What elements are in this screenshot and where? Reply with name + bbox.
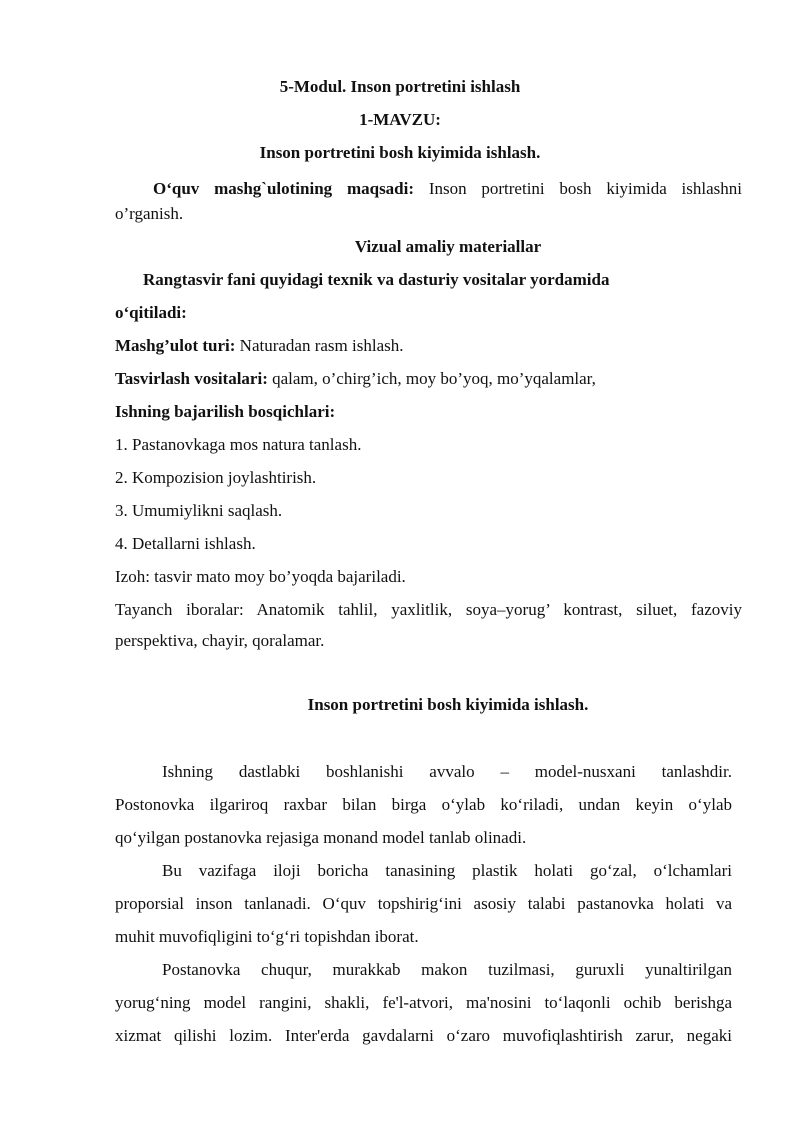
goal-line-1 [153, 178, 742, 200]
paragraph-2-line-2: proporsial inson tanlanadi. O‘quv topshirig‘ini asosiy talabi pastanovka holati va [115, 894, 732, 913]
topic-number: 1-MAVZU: [359, 110, 441, 129]
paragraph-2-line-3: muhit muvofiqligini to‘g‘ri topishdan iborat. [115, 927, 419, 946]
goal-label: O‘quv mashg`ulotining maqsadi: [153, 179, 415, 198]
goal-text-1: Inson portretini bosh kiyimida ishlashni [428, 179, 743, 198]
keywords-line-2: perspektiva, chayir, qoralamar. [115, 631, 325, 650]
paragraph-1-line-1: Ishning dastlabki boshlanishi avvalo – model-nusxani tanlashdir. [162, 762, 732, 781]
note: Izoh: tasvir mato moy bo’yoqda bajariladi. [115, 567, 406, 586]
keywords-line-1: Tayanch iboralar: Anatomik tahlil, yaxlitlik, soya–yorug’ kontrast, siluet, fazoviy [115, 600, 742, 619]
lesson-type [115, 335, 404, 357]
paragraph-1-line-3: qo‘yilgan postanovka rejasiga monand model tanlab olinadi. [115, 828, 527, 847]
paragraph-2-line-1: Bu vazifaga iloji boricha tanasining plastik holati go‘zal, o‘lchamlari [162, 861, 732, 880]
lesson-type-value: Naturadan rasm ishlash. [235, 336, 404, 355]
goal-text-2: o’rganish. [115, 204, 184, 223]
paragraph-3-line-1: Postanovka chuqur, murakkab makon tuzilmasi, guruxli yunaltirilgan [162, 960, 732, 979]
stage-item: 1. Pastanovkaga mos natura tanlash. [115, 435, 362, 454]
stage-item: 4. Detallarni ishlash. [115, 534, 256, 553]
lesson-type-label: Mashg’ulot turi: [115, 336, 236, 355]
drawing-tools-label: Tasvirlash vositalari: [115, 369, 268, 388]
topic-title: Inson portretini bosh kiyimida ishlash. [259, 143, 541, 162]
drawing-tools [115, 368, 596, 390]
stage-item: 2. Kompozision joylashtirish. [115, 468, 317, 487]
section-title: Inson portretini bosh kiyimida ishlash. [307, 695, 589, 714]
paragraph-1-line-2: Postonovka ilgariroq raxbar bilan birga o‘ylab ko‘riladi, undan keyin o‘ylab [115, 795, 732, 814]
stage-item: 3. Umumiylikni saqlash. [115, 501, 283, 520]
tools-intro-line-2: o‘qitiladi: [115, 303, 187, 322]
paragraph-3-line-2: yorug‘ning model rangini, shakli, fe'l-atvori, ma'nosini to‘laqonli ochib berishga [115, 993, 732, 1012]
tools-intro-line-1: Rangtasvir fani quyidagi texnik va dasturiy vositalar yordamida [143, 270, 610, 289]
module-title: 5-Modul. Inson portretini ishlash [279, 77, 521, 96]
stages-heading: Ishning bajarilish bosqichlari: [115, 402, 336, 421]
materials-heading: Vizual amaliy materiallar [354, 237, 542, 256]
drawing-tools-value: qalam, o’chirg’ich, moy bo’yoq, mo’yqalamlar, [267, 369, 596, 388]
paragraph-3-line-3: xizmat qilishi lozim. Inter'erda gavdalarni o‘zaro muvofiqlashtirish zarur, negaki [115, 1026, 732, 1045]
